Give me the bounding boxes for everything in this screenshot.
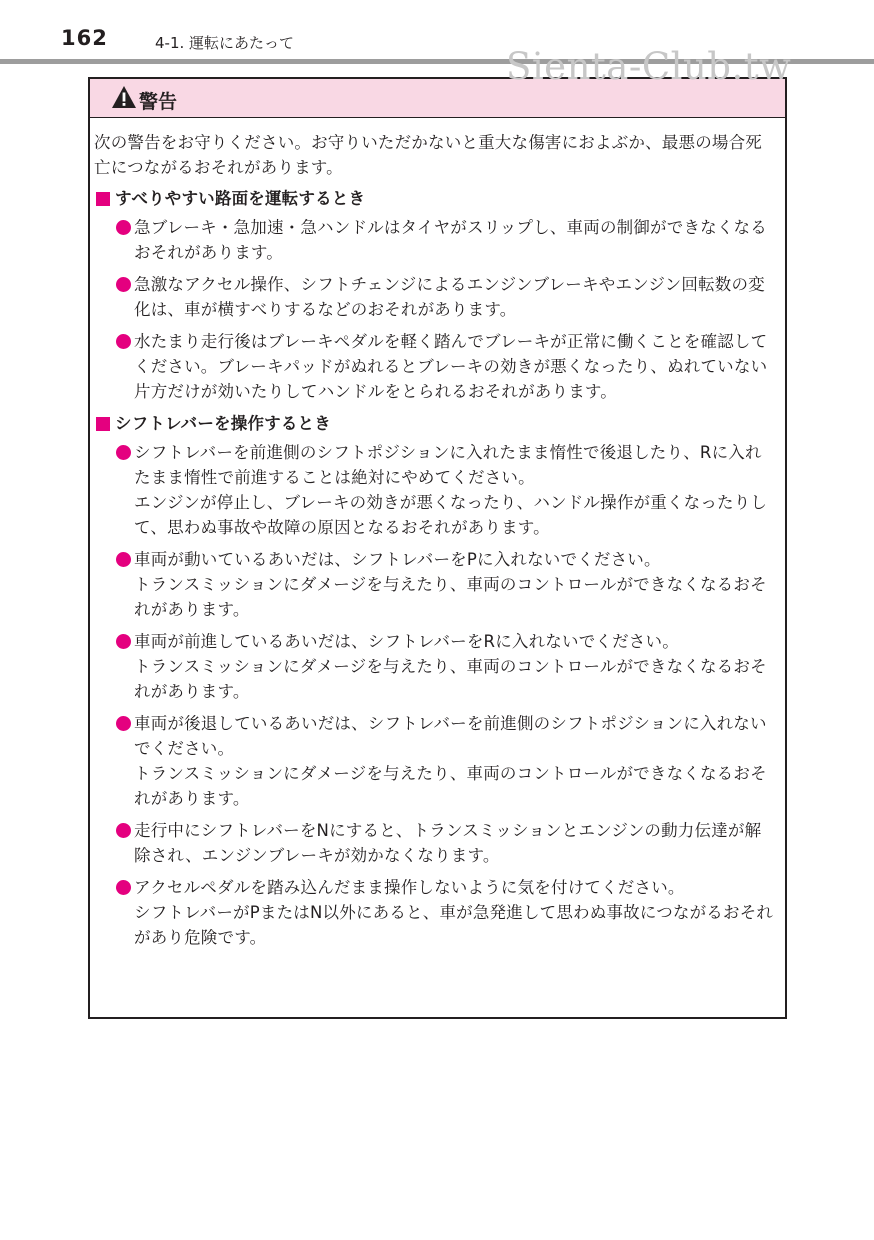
round-bullet-icon	[116, 880, 131, 895]
list-item	[94, 215, 775, 265]
list-item	[94, 711, 775, 811]
item-text: アクセルペダルを踏み込んだまま操作しないように気を付けてください。	[134, 878, 685, 897]
warning-intro: 次の警告をお守りください。お守りいただかないと重大な傷害におよぶか、最悪の場合死亡につながるおそれがあります。	[94, 133, 762, 177]
item-text: トランスミッションにダメージを与えたり、車両のコントロールができなくなるおそれがあります。	[134, 575, 767, 619]
item-text: 急激なアクセル操作、シフトチェンジによるエンジンブレーキやエンジン回転数の変化は、車が横すべりするなどのおそれがあります。	[134, 275, 765, 319]
round-bullet-icon	[116, 334, 131, 349]
item-text: 走行中にシフトレバーをNにすると、トランスミッションとエンジンの動力伝達が解除され、エンジンブレーキが効かなくなります。	[134, 821, 762, 865]
round-bullet-icon	[116, 716, 131, 731]
item-text: シフトレバーを前進側のシフトポジションに入れたまま惰性で後退したり、Rに入れたまま惰性で前進することは絶対にやめてください。	[134, 443, 762, 487]
item-text: 急ブレーキ・急加速・急ハンドルはタイヤがスリップし、車両の制御ができなくなるおそれがあります。	[134, 218, 767, 262]
item-list	[94, 440, 775, 950]
round-bullet-icon	[116, 823, 131, 838]
warning-body	[90, 118, 785, 950]
section-title: 4-1. 運転にあたって	[155, 34, 295, 52]
page-header	[0, 0, 874, 88]
item-text: シフトレバーがPまたはN以外にあると、車が急発進して思わぬ事故につながるおそれがあり危険です。	[134, 903, 774, 947]
item-text: 車両が動いているあいだは、シフトレバーをPに入れないでください。	[134, 550, 661, 569]
list-item	[94, 272, 775, 322]
item-text: エンジンが停止し、ブレーキの効きが悪くなったり、ハンドル操作が重くなったりして、思わぬ事故や故障の原因となるおそれがあります。	[134, 493, 768, 537]
list-item	[94, 329, 775, 404]
item-text: 車両が前進しているあいだは、シフトレバーをRに入れないでください。	[134, 632, 679, 651]
section-heading-text: シフトレバーを操作するとき	[115, 414, 331, 433]
section-heading-text: すべりやすい路面を運転するとき	[115, 189, 366, 208]
round-bullet-icon	[116, 552, 131, 567]
section-heading	[94, 411, 775, 436]
item-text: トランスミッションにダメージを与えたり、車両のコントロールができなくなるおそれがあります。	[134, 764, 767, 808]
item-list	[94, 215, 775, 404]
round-bullet-icon	[116, 277, 131, 292]
list-item	[94, 547, 775, 622]
item-text: 車両が後退しているあいだは、シフトレバーを前進側のシフトポジションに入れないでください。	[134, 714, 767, 758]
section-heading	[94, 186, 775, 211]
item-text: トランスミッションにダメージを与えたり、車両のコントロールができなくなるおそれがあります。	[134, 657, 767, 701]
warning-title: 警告	[139, 91, 178, 113]
page-number: 162	[61, 26, 108, 50]
list-item	[94, 629, 775, 704]
item-text: 水たまり走行後はブレーキペダルを軽く踏んでブレーキが正常に働くことを確認してください。ブレーキパッドがぬれるとブレーキの効きが悪くなったり、ぬれていない片方だけが効いたりしてハンドルをとられるおそれがあります。	[134, 332, 768, 401]
warning-triangle-icon	[111, 85, 137, 109]
warning-box	[88, 77, 787, 1019]
round-bullet-icon	[116, 445, 131, 460]
round-bullet-icon	[116, 220, 131, 235]
watermark: Sienta-Club.tw	[506, 45, 792, 88]
list-item	[94, 818, 775, 868]
round-bullet-icon	[116, 634, 131, 649]
list-item	[94, 875, 775, 950]
square-bullet-icon	[96, 192, 110, 206]
square-bullet-icon	[96, 417, 110, 431]
list-item	[94, 440, 775, 540]
